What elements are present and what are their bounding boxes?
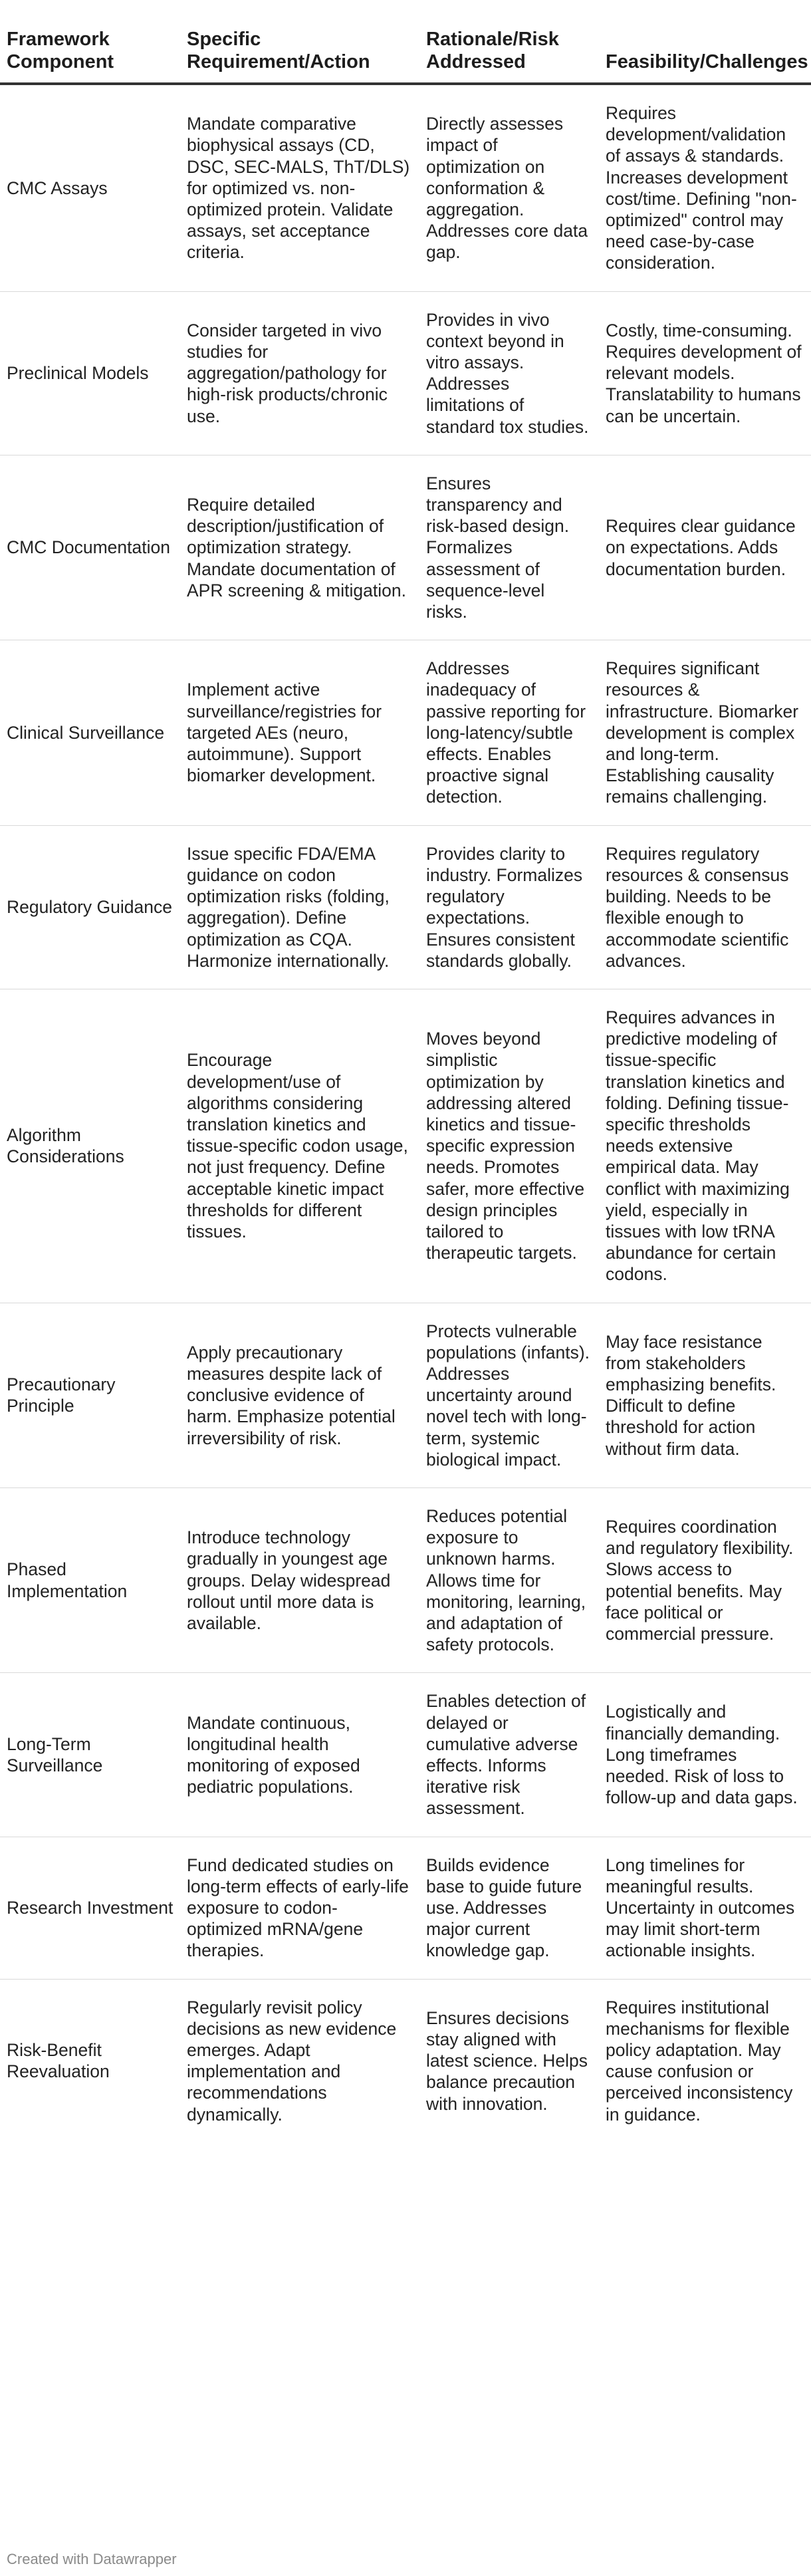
- cell-component: Phased Implementation: [0, 1487, 180, 1672]
- cell-feasibility: Requires institutional mechanisms for flexible policy adaptation. May cause confusion or perceived inconsistency in guidance.: [606, 1997, 793, 2125]
- table-row: [0, 989, 811, 1303]
- cell-action: Regularly revisit policy decisions as new evidence emerges. Adapt implementation and recommendations dynamically.: [187, 1997, 397, 2125]
- cell-rationale: Addresses inadequacy of passive reporting for long-latency/subtle effects. Enables proactive signal detection.: [419, 640, 599, 825]
- cell-action: Introduce technology gradually in youngest age groups. Delay widespread rollout until more data is available.: [180, 1487, 419, 1672]
- cell-action: Mandate comparative biophysical assays (CD, DSC, SEC-MALS, ThT/DLS) for optimized vs. non-optimized protein. Validate assays, set acceptance criteria.: [180, 84, 419, 291]
- cell-feasibility: Requires clear guidance on expectations. Adds documentation burden.: [599, 455, 811, 640]
- table-row: [0, 291, 811, 455]
- cell-action: Issue specific FDA/EMA guidance on codon optimization risks (folding, aggregation). Define optimization as CQA. Harmonize internationally.: [180, 825, 419, 989]
- cell-rationale: Ensures decisions stay aligned with latest science. Helps balance precaution with innovation.: [426, 2007, 588, 2114]
- table-row: [0, 825, 811, 989]
- cell-feasibility: Requires regulatory resources & consensus building. Needs to be flexible enough to accommodate scientific advances.: [599, 825, 811, 989]
- table-header: [0, 0, 811, 84]
- cell-feasibility: Requires advances in predictive modeling of tissue-specific translation kinetics and folding. Defining tissue-specific thresholds needs extensive empirical data. May conflict with maximizing yield, especially in tissues with low tRNA abundance for certain codons.: [599, 989, 811, 1303]
- cell-rationale: Builds evidence base to guide future use. Addresses major current knowledge gap.: [419, 1837, 599, 1979]
- header-row: [0, 0, 811, 84]
- cell-action: Consider targeted in vivo studies for aggregation/pathology for high-risk products/chronic use.: [180, 291, 419, 455]
- cell-rationale: Enables detection of delayed or cumulative adverse effects. Informs iterative risk assessment.: [419, 1673, 599, 1837]
- cell-feasibility: Requires significant resources & infrastructure. Biomarker development is complex and long-term. Establishing causality remains challenging.: [599, 640, 811, 825]
- cell-rationale: Protects vulnerable populations (infants). Addresses uncertainty around novel tech with long-term, systemic biological impact.: [419, 1303, 599, 1487]
- cell-component: Preclinical Models: [0, 291, 180, 455]
- cell-action: Require detailed description/justification of optimization strategy. Mandate documentation of APR screening & mitigation.: [180, 455, 419, 640]
- cell-feasibility: Costly, time-consuming. Requires development of relevant models. Translatability to humans can be uncertain.: [599, 291, 811, 455]
- table-row: [0, 1979, 811, 2142]
- cell-action: Apply precautionary measures despite lack of conclusive evidence of harm. Emphasize potential irreversibility of risk.: [180, 1303, 419, 1487]
- cell-component: Clinical Surveillance: [0, 640, 180, 825]
- header-rationale-risk: Rationale/Risk Addressed: [419, 0, 599, 84]
- cell-feasibility: May face resistance from stakeholders emphasizing benefits. Difficult to define threshold for action without firm data.: [599, 1303, 811, 1487]
- table-row: [0, 1837, 811, 1979]
- cell-action: Implement active surveillance/registries for targeted AEs (neuro, autoimmune). Support biomarker development.: [180, 640, 419, 825]
- cell-component: Regulatory Guidance: [0, 825, 180, 989]
- table-row: [0, 1487, 811, 1672]
- cell-component: Risk-Benefit Reevaluation: [7, 2040, 110, 2082]
- datawrapper-credit[interactable]: Created with Datawrapper: [7, 2551, 177, 2567]
- cell-component: Algorithm Considerations: [0, 989, 180, 1303]
- header-framework-component: Framework Component: [0, 0, 180, 84]
- table-row: [0, 640, 811, 825]
- header-feasibility-challenges: Feasibility/Challenges: [599, 0, 811, 84]
- cell-rationale: Directly assesses impact of optimization on conformation & aggregation. Addresses core data gap.: [419, 84, 599, 291]
- table-row: [0, 455, 811, 640]
- table-row: [0, 84, 811, 291]
- cell-component: CMC Assays: [0, 84, 180, 291]
- cell-rationale: Reduces potential exposure to unknown harms. Allows time for monitoring, learning, and adaptation of safety protocols.: [419, 1487, 599, 1672]
- cell-feasibility: Long timelines for meaningful results. Uncertainty in outcomes may limit short-term actionable insights.: [599, 1837, 811, 1979]
- table-row: [0, 1673, 811, 1837]
- cell-component: Research Investment: [0, 1837, 180, 1979]
- cell-rationale: Provides clarity to industry. Formalizes regulatory expectations. Ensures consistent standards globally.: [419, 825, 599, 989]
- cell-component: Long-Term Surveillance: [0, 1673, 180, 1837]
- table-row: [0, 1303, 811, 1487]
- cell-rationale: Moves beyond simplistic optimization by addressing altered kinetics and tissue-specific expression needs. Promotes safer, more effective design principles tailored to therapeutic targets.: [419, 989, 599, 1303]
- cell-action: Encourage development/use of algorithms considering translation kinetics and tissue-specific codon usage, not just frequency. Define acceptable kinetic impact thresholds for different tissues.: [180, 989, 419, 1303]
- header-specific-requirement: Specific Requirement/Action: [180, 0, 419, 84]
- table-body: [0, 84, 811, 2142]
- cell-rationale: Provides in vivo context beyond in vitro assays. Addresses limitations of standard tox studies.: [419, 291, 599, 455]
- cell-feasibility: Requires development/validation of assays & standards. Increases development cost/time. Defining "non-optimized" control may need case-by-case consideration.: [599, 84, 811, 291]
- cell-feasibility: Logistically and financially demanding. Long timeframes needed. Risk of loss to follow-up and data gaps.: [599, 1673, 811, 1837]
- cell-feasibility: Requires coordination and regulatory flexibility. Slows access to potential benefits. May face political or commercial pressure.: [599, 1487, 811, 1672]
- cell-component: Precautionary Principle: [0, 1303, 180, 1487]
- cell-action: Fund dedicated studies on long-term effects of early-life exposure to codon-optimized mRNA/gene therapies.: [180, 1837, 419, 1979]
- cell-action: Mandate continuous, longitudinal health monitoring of exposed pediatric populations.: [180, 1673, 419, 1837]
- cell-rationale: Ensures transparency and risk-based design. Formalizes assessment of sequence-level risks.: [419, 455, 599, 640]
- cell-component: CMC Documentation: [0, 455, 180, 640]
